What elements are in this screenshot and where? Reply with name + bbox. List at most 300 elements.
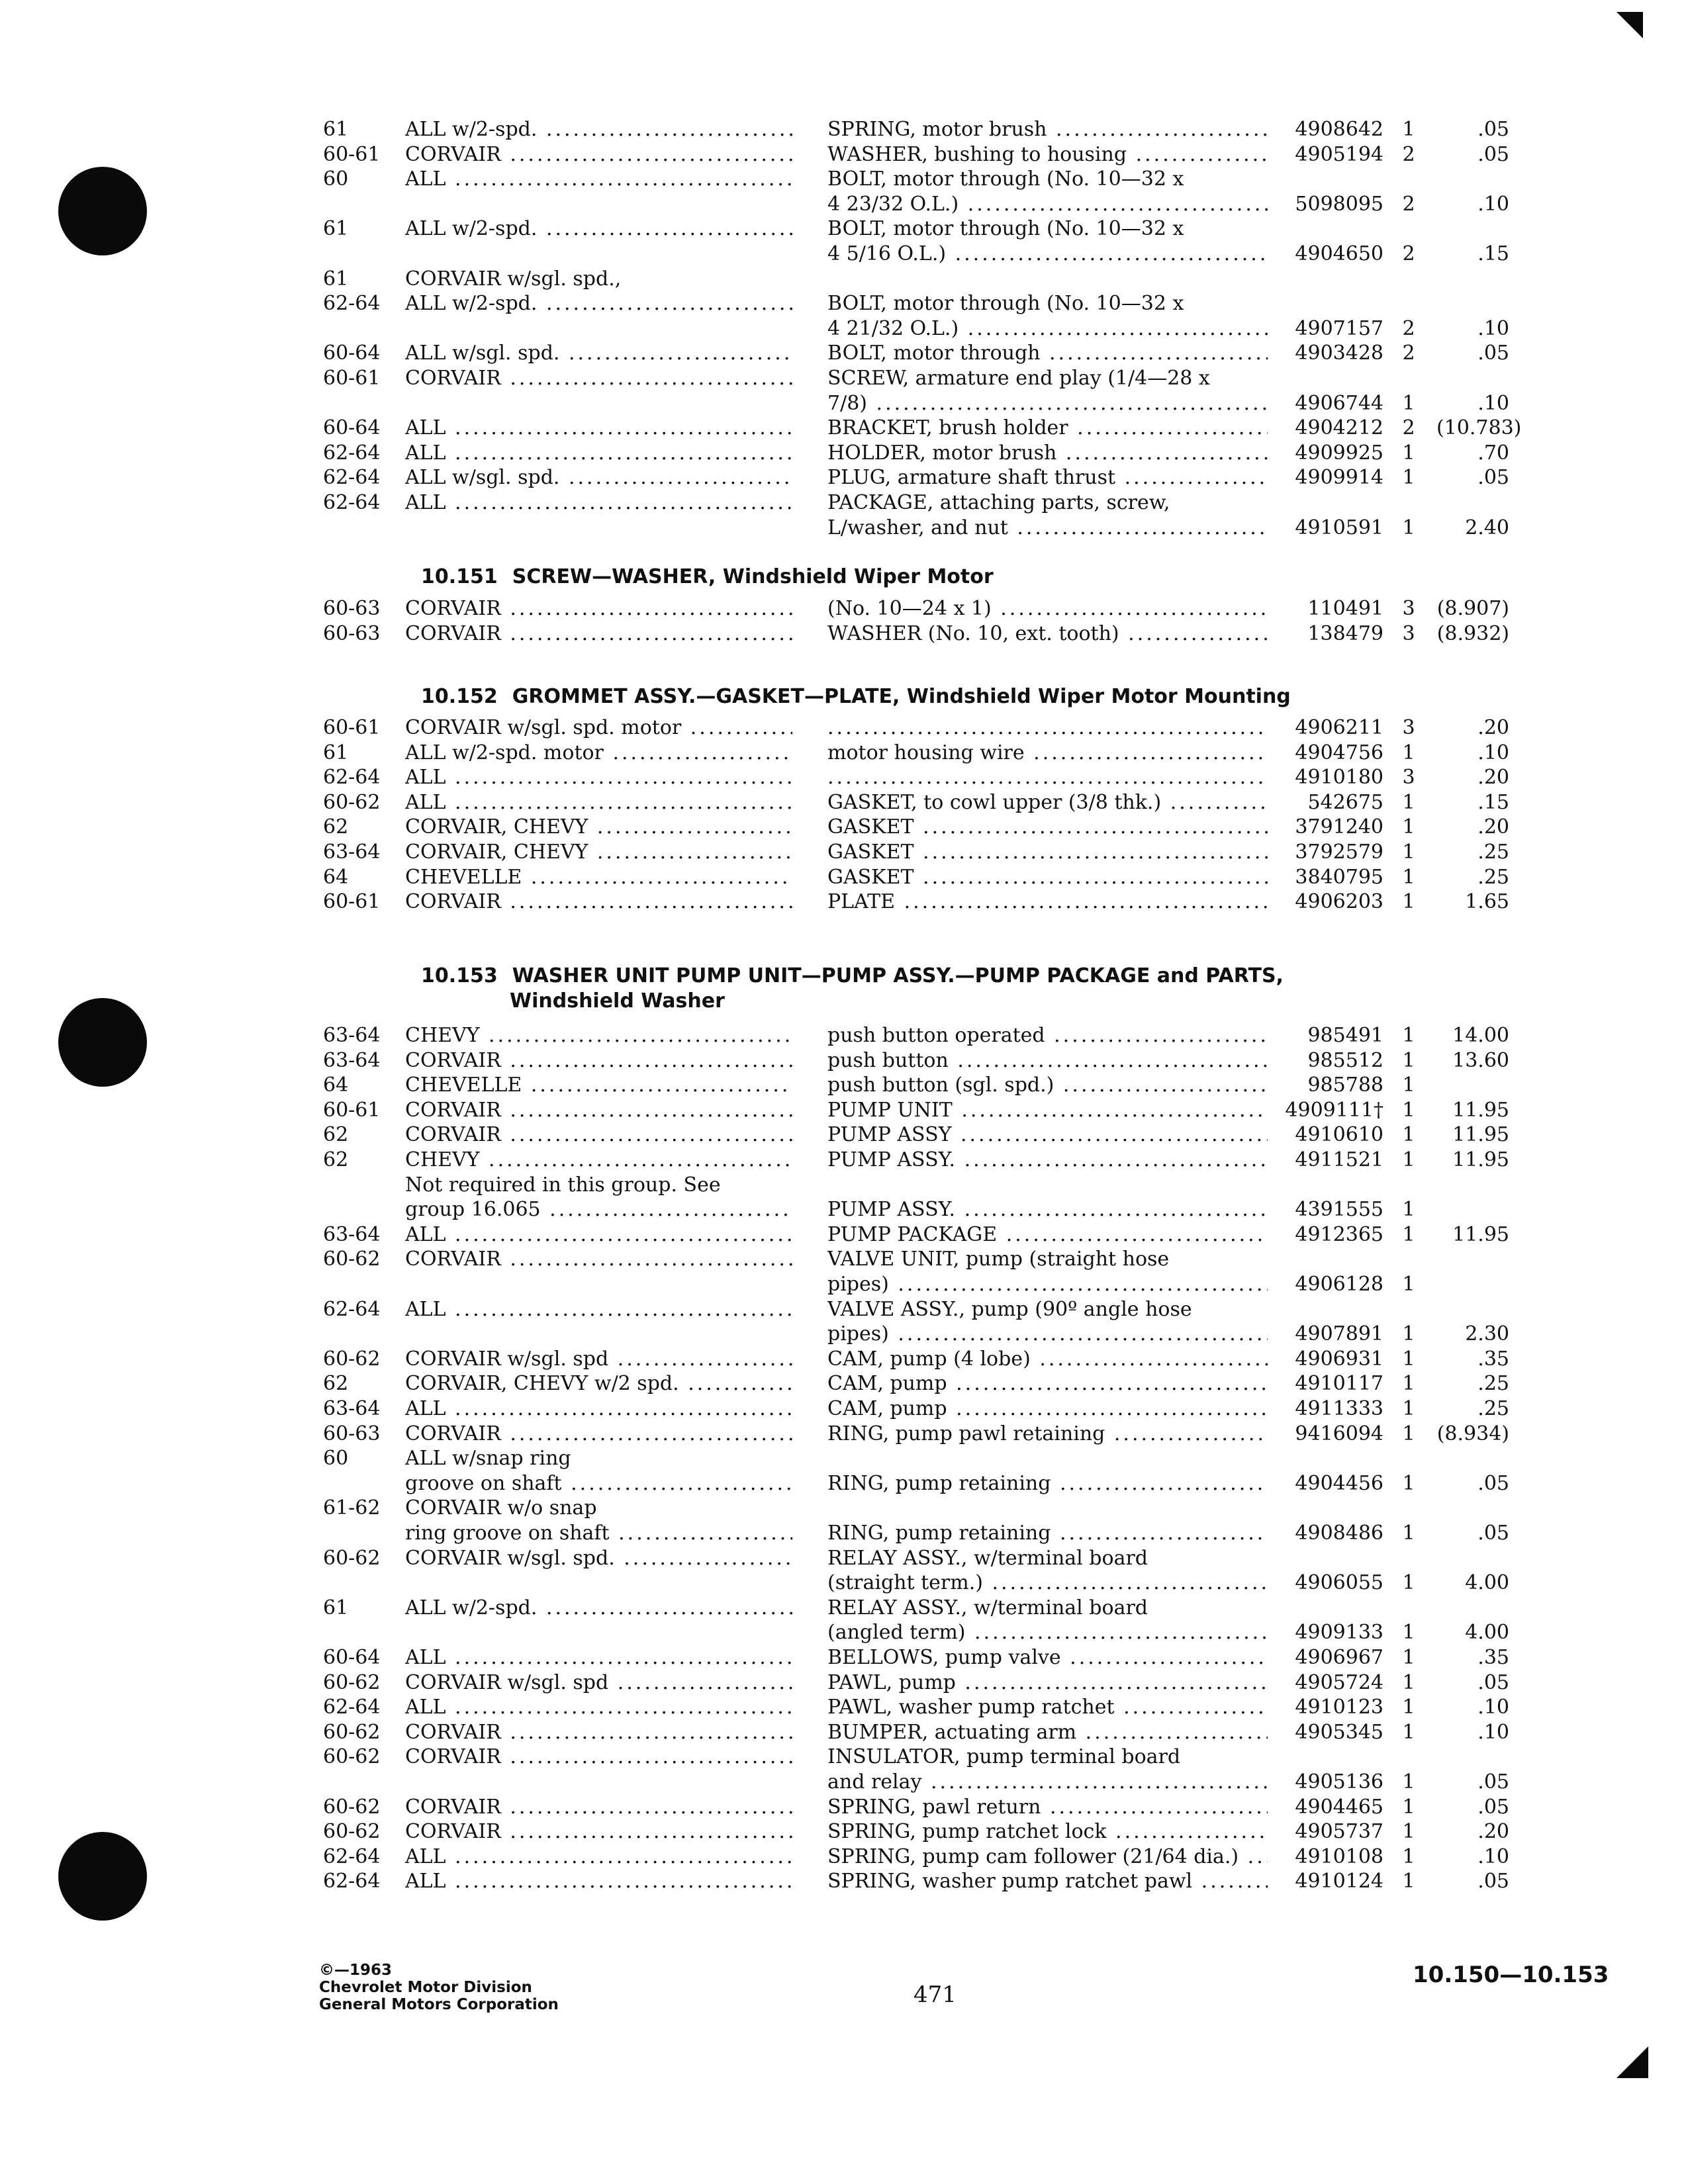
table-row xyxy=(0,465,1688,491)
description-cell: pipes) ..... xyxy=(827,1271,1268,1298)
table-row xyxy=(0,1197,1688,1223)
part-number-cell: 4904756 xyxy=(1295,741,1383,764)
part-number-cell: 985491 xyxy=(1307,1024,1383,1047)
quantity-cell: 1 xyxy=(1402,1522,1415,1545)
part-number-cell: 4908486 xyxy=(1295,1522,1383,1545)
year-cell: 60-63 xyxy=(323,1422,381,1445)
year-cell: 63-64 xyxy=(323,1048,381,1072)
model-cell: ALL ..... xyxy=(405,1868,792,1895)
quantity-cell: 1 xyxy=(1402,441,1415,465)
year-cell: 60 xyxy=(323,167,349,191)
table-row xyxy=(0,1471,1688,1497)
table-row xyxy=(0,1222,1688,1248)
year-cell: 60-62 xyxy=(323,1820,381,1844)
price-cell: .25 xyxy=(1477,841,1509,864)
quantity-cell: 1 xyxy=(1402,1795,1415,1819)
model-cell: ALL ..... xyxy=(405,1297,792,1323)
part-number-cell: 4910108 xyxy=(1295,1844,1383,1868)
model-cell: CORVAIR ..... xyxy=(405,1819,792,1845)
table-row xyxy=(0,515,1688,541)
year-cell: 60-62 xyxy=(323,790,381,814)
table-row xyxy=(0,166,1688,193)
year-cell: 62-64 xyxy=(323,766,381,790)
price-cell: .15 xyxy=(1477,790,1509,814)
table-row xyxy=(0,1819,1688,1845)
model-cell: CORVAIR ..... xyxy=(405,1744,792,1770)
price-cell: .05 xyxy=(1477,1770,1509,1794)
description-cell: BUMPER, actuating arm ..... xyxy=(827,1719,1268,1746)
table-row xyxy=(0,1271,1688,1298)
price-cell: 13.60 xyxy=(1452,1048,1509,1072)
description-cell: CAM, pump ..... xyxy=(827,1371,1268,1397)
description-cell: SPRING, pump ratchet lock ..... xyxy=(827,1819,1268,1845)
part-number-cell: 4907157 xyxy=(1295,316,1383,340)
part-number-cell: 4906055 xyxy=(1295,1571,1383,1595)
year-cell: 63-64 xyxy=(323,841,381,864)
year-cell: 62-64 xyxy=(323,1844,381,1868)
model-cell: CORVAIR ..... xyxy=(405,889,792,915)
table-row xyxy=(0,1844,1688,1870)
table-row xyxy=(0,1122,1688,1148)
part-number-cell: 4906203 xyxy=(1295,890,1383,914)
quantity-cell: 1 xyxy=(1402,1471,1415,1495)
part-number-cell: 4904456 xyxy=(1295,1471,1383,1495)
quantity-cell: 1 xyxy=(1402,391,1415,415)
section-range: 10.150—10.153 xyxy=(1413,1962,1609,1988)
price-cell: .25 xyxy=(1477,1397,1509,1420)
table-row xyxy=(0,715,1688,741)
part-number-cell: 4906744 xyxy=(1295,391,1383,415)
quantity-cell: 1 xyxy=(1402,1073,1415,1097)
quantity-cell: 1 xyxy=(1402,890,1415,914)
year-cell: 61 xyxy=(323,118,349,141)
section-number: 10.153 xyxy=(421,964,498,987)
corner-mark-top xyxy=(1617,12,1643,38)
section-number: 10.152 xyxy=(421,685,498,708)
section-title: GROMMET ASSY.—GASKET—PLATE, Windshield Wiper Motor Mounting xyxy=(512,685,1291,708)
part-number-cell: 110491 xyxy=(1307,597,1383,620)
part-number-cell: 4904212 xyxy=(1295,416,1383,440)
part-number-cell: 4905194 xyxy=(1295,142,1383,166)
table-row xyxy=(0,415,1688,441)
part-number-cell: 9416094 xyxy=(1295,1422,1383,1445)
copyright-line: ©—1963 xyxy=(319,1962,393,1979)
year-cell: 62-64 xyxy=(323,1297,381,1321)
table-row xyxy=(0,814,1688,841)
part-number-cell: 3792579 xyxy=(1295,841,1383,864)
section-subtitle: Windshield Washer xyxy=(510,989,725,1013)
year-cell: 63-64 xyxy=(323,1024,381,1047)
price-cell: (10.783) xyxy=(1436,416,1522,440)
part-number-cell: 4905724 xyxy=(1295,1670,1383,1694)
quantity-cell: 2 xyxy=(1402,416,1415,440)
quantity-cell: 2 xyxy=(1402,192,1415,216)
year-cell: 60-61 xyxy=(323,890,381,914)
price-cell: 4.00 xyxy=(1465,1621,1509,1645)
year-cell: 60-64 xyxy=(323,1646,381,1669)
year-cell: 62 xyxy=(323,1123,349,1147)
model-cell: CORVAIR ..... xyxy=(405,1421,792,1447)
quantity-cell: 2 xyxy=(1402,316,1415,340)
price-cell: .05 xyxy=(1477,1670,1509,1694)
price-cell: .20 xyxy=(1477,766,1509,790)
description-cell: PUMP ASSY. ..... xyxy=(827,1197,1268,1223)
section-heading xyxy=(421,564,994,590)
model-cell: groove on shaft ..... xyxy=(405,1471,792,1497)
quantity-cell: 1 xyxy=(1402,1198,1415,1222)
model-cell: ALL w/2-spd. ..... xyxy=(405,216,792,242)
price-cell: .20 xyxy=(1477,1820,1509,1844)
year-cell: 62 xyxy=(323,1372,349,1396)
year-cell: 60-62 xyxy=(323,1347,381,1371)
price-cell: .05 xyxy=(1477,142,1509,166)
model-cell: ALL ..... xyxy=(405,1844,792,1870)
model-cell: ALL w/sgl. spd. ..... xyxy=(405,465,792,491)
quantity-cell: 3 xyxy=(1402,621,1415,645)
description-cell: BOLT, motor through ..... xyxy=(827,340,1268,367)
page-number: 471 xyxy=(914,1981,957,2008)
year-cell: 62-64 xyxy=(323,491,381,514)
table-row xyxy=(0,316,1688,342)
description-cell: PAWL, pump ..... xyxy=(827,1670,1268,1696)
year-cell: 62-64 xyxy=(323,441,381,465)
description-cell: (angled term) ..... xyxy=(827,1619,1268,1646)
model-cell: CHEVY ..... xyxy=(405,1023,792,1049)
description-cell: GASKET ..... xyxy=(827,864,1268,891)
description-cell: PUMP PACKAGE ..... xyxy=(827,1222,1268,1248)
year-cell: 60-63 xyxy=(323,621,381,645)
description-cell: RING, pump retaining ..... xyxy=(827,1471,1268,1497)
table-row xyxy=(0,440,1688,467)
description-cell: push button ..... xyxy=(827,1048,1268,1074)
quantity-cell: 1 xyxy=(1402,1844,1415,1868)
table-row xyxy=(0,596,1688,622)
year-cell: 60-62 xyxy=(323,1745,381,1769)
price-cell: 11.95 xyxy=(1452,1148,1509,1171)
description-cell: PUMP ASSY. ..... xyxy=(827,1147,1268,1173)
table-row xyxy=(0,1645,1688,1671)
description-cell: VALVE UNIT, pump (straight hose xyxy=(827,1248,1170,1271)
quantity-cell: 1 xyxy=(1402,1397,1415,1420)
model-cell: ALL w/sgl. spd. ..... xyxy=(405,340,792,367)
part-number-cell: 4910123 xyxy=(1295,1696,1383,1719)
part-number-cell: 4909925 xyxy=(1295,441,1383,465)
description-cell: CAM, pump (4 lobe) ..... xyxy=(827,1346,1268,1373)
model-cell: CORVAIR ..... xyxy=(405,1097,792,1124)
price-cell: 2.30 xyxy=(1465,1322,1509,1346)
quantity-cell: 2 xyxy=(1402,242,1415,265)
table-row xyxy=(0,1595,1688,1621)
section-number: 10.151 xyxy=(421,565,498,588)
year-cell: 60-62 xyxy=(323,1720,381,1744)
table-row xyxy=(0,1371,1688,1397)
quantity-cell: 1 xyxy=(1402,1870,1415,1893)
model-cell: CHEVY ..... xyxy=(405,1147,792,1173)
copyright-line: Chevrolet Motor Division xyxy=(319,1979,532,1996)
quantity-cell: 1 xyxy=(1402,1571,1415,1595)
price-cell: .20 xyxy=(1477,815,1509,839)
price-cell: .10 xyxy=(1477,1696,1509,1719)
model-cell: CORVAIR ..... xyxy=(405,621,792,647)
model-cell: ALL w/2-spd. ..... xyxy=(405,116,792,143)
description-cell: VALVE ASSY., pump (90º angle hose xyxy=(827,1297,1192,1321)
year-cell: 60-61 xyxy=(323,142,381,166)
price-cell: .10 xyxy=(1477,1720,1509,1744)
table-row xyxy=(0,365,1688,392)
price-cell: 2.40 xyxy=(1465,516,1509,539)
section-heading xyxy=(421,684,1291,710)
quantity-cell: 1 xyxy=(1402,1148,1415,1171)
description-cell: BRACKET, brush holder ..... xyxy=(827,415,1268,441)
model-cell: CORVAIR w/sgl. spd ..... xyxy=(405,1670,792,1696)
price-cell: .35 xyxy=(1477,1646,1509,1669)
model-cell: CORVAIR, CHEVY w/2 spd. ..... xyxy=(405,1371,792,1397)
description-cell: PLUG, armature shaft thrust ..... xyxy=(827,465,1268,491)
table-row xyxy=(0,1048,1688,1074)
quantity-cell: 1 xyxy=(1402,1422,1415,1445)
description-cell: GASKET, to cowl upper (3/8 thk.) ..... xyxy=(827,790,1268,816)
part-number-cell: 4391555 xyxy=(1295,1198,1383,1222)
table-row xyxy=(0,1868,1688,1895)
table-row xyxy=(0,1023,1688,1049)
model-cell: ALL w/2-spd. motor ..... xyxy=(405,740,792,766)
table-row xyxy=(0,764,1688,791)
quantity-cell: 1 xyxy=(1402,1322,1415,1346)
section-heading xyxy=(421,963,1284,989)
year-cell: 62 xyxy=(323,815,349,839)
table-row xyxy=(0,1694,1688,1721)
model-cell: ALL ..... xyxy=(405,1694,792,1721)
model-cell: CORVAIR ..... xyxy=(405,1048,792,1074)
description-cell xyxy=(827,715,1268,741)
table-row xyxy=(0,1670,1688,1696)
part-number-cell: 4911521 xyxy=(1295,1148,1383,1171)
model-cell: ALL ..... xyxy=(405,1645,792,1671)
quantity-cell: 1 xyxy=(1402,1347,1415,1371)
quantity-cell: 1 xyxy=(1402,516,1415,539)
quantity-cell: 1 xyxy=(1402,790,1415,814)
table-row xyxy=(0,1147,1688,1173)
model-cell: CORVAIR w/sgl. spd. motor ..... xyxy=(405,715,792,741)
description-cell: PUMP ASSY ..... xyxy=(827,1122,1268,1148)
copyright-block xyxy=(319,1962,559,2013)
table-row xyxy=(0,740,1688,766)
table-row xyxy=(0,390,1688,417)
price-cell: .25 xyxy=(1477,865,1509,889)
price-cell: .10 xyxy=(1477,391,1509,415)
model-cell: ALL ..... xyxy=(405,415,792,441)
year-cell: 61 xyxy=(323,741,349,764)
quantity-cell: 1 xyxy=(1402,1123,1415,1147)
model-cell: CORVAIR w/sgl. spd. ..... xyxy=(405,1545,792,1572)
year-cell: 60-62 xyxy=(323,1248,381,1271)
table-row xyxy=(0,266,1688,293)
description-cell: CAM, pump ..... xyxy=(827,1396,1268,1422)
description-cell: (No. 10—24 x 1) ..... xyxy=(827,596,1268,622)
price-cell: 1.65 xyxy=(1465,890,1509,914)
part-number-cell: 3791240 xyxy=(1295,815,1383,839)
year-cell: 60-62 xyxy=(323,1670,381,1694)
description-cell: 4 5/16 O.L.) ..... xyxy=(827,241,1268,267)
table-row xyxy=(0,839,1688,866)
quantity-cell: 1 xyxy=(1402,1696,1415,1719)
quantity-cell: 1 xyxy=(1402,1372,1415,1396)
table-row xyxy=(0,1321,1688,1347)
copyright-line: General Motors Corporation xyxy=(319,1996,559,2013)
description-cell: PLATE ..... xyxy=(827,889,1268,915)
description-cell: and relay ..... xyxy=(827,1769,1268,1796)
year-cell: 60-61 xyxy=(323,1098,381,1122)
quantity-cell: 3 xyxy=(1402,597,1415,620)
table-row xyxy=(0,1495,1688,1522)
year-cell: 62-64 xyxy=(323,292,381,316)
model-cell: CORVAIR ..... xyxy=(405,142,792,168)
description-cell: SCREW, armature end play (1/4—28 x xyxy=(827,367,1210,390)
part-number-cell: 4909133 xyxy=(1295,1621,1383,1645)
year-cell: 60-64 xyxy=(323,416,381,440)
part-number-cell: 4910124 xyxy=(1295,1870,1383,1893)
corner-mark-bottom xyxy=(1617,2046,1648,2078)
description-cell: BOLT, motor through (No. 10—32 x xyxy=(827,217,1184,241)
quantity-cell: 3 xyxy=(1402,766,1415,790)
table-row xyxy=(0,864,1688,891)
part-number-cell: 4906931 xyxy=(1295,1347,1383,1371)
part-number-cell: 4906967 xyxy=(1295,1646,1383,1669)
table-row xyxy=(0,1794,1688,1821)
description-cell: RING, pump pawl retaining ..... xyxy=(827,1421,1268,1447)
price-cell: .05 xyxy=(1477,1795,1509,1819)
price-cell: .25 xyxy=(1477,1372,1509,1396)
description-cell: WASHER, bushing to housing ..... xyxy=(827,142,1268,168)
model-cell: CORVAIR w/sgl. spd., xyxy=(405,267,622,291)
table-row xyxy=(0,889,1688,915)
table-row xyxy=(0,1545,1688,1572)
description-cell: RING, pump retaining ..... xyxy=(827,1520,1268,1547)
table-row xyxy=(0,1297,1688,1323)
part-number-cell: 4906128 xyxy=(1295,1273,1383,1296)
quantity-cell: 1 xyxy=(1402,1222,1415,1246)
model-cell: ALL ..... xyxy=(405,440,792,467)
part-number-cell: 4911333 xyxy=(1295,1397,1383,1420)
table-row xyxy=(0,1570,1688,1596)
part-number-cell: 4905737 xyxy=(1295,1820,1383,1844)
table-row xyxy=(0,191,1688,218)
model-cell: ALL ..... xyxy=(405,1222,792,1248)
description-cell: SPRING, washer pump ratchet pawl ..... xyxy=(827,1868,1268,1895)
description-cell: SPRING, pump cam follower (21/64 dia.) ..... xyxy=(827,1844,1268,1870)
section-title: WASHER UNIT PUMP UNIT—PUMP ASSY.—PUMP PACKAGE and PARTS, xyxy=(512,964,1284,987)
year-cell: 60-62 xyxy=(323,1546,381,1570)
quantity-cell: 1 xyxy=(1402,1621,1415,1645)
year-cell: 60-61 xyxy=(323,367,381,390)
year-cell: 62-64 xyxy=(323,1870,381,1893)
model-cell: ALL w/snap ring xyxy=(405,1447,571,1471)
description-cell: BELLOWS, pump valve ..... xyxy=(827,1645,1268,1671)
part-number-cell: 5098095 xyxy=(1295,192,1383,216)
price-cell: .10 xyxy=(1477,316,1509,340)
year-cell: 61 xyxy=(323,267,349,291)
part-number-cell: 4903428 xyxy=(1295,341,1383,365)
quantity-cell: 1 xyxy=(1402,1273,1415,1296)
price-cell: .20 xyxy=(1477,716,1509,739)
price-cell: .05 xyxy=(1477,1870,1509,1893)
table-row xyxy=(0,1619,1688,1646)
description-cell: PAWL, washer pump ratchet ..... xyxy=(827,1694,1268,1721)
description-cell: pipes) ..... xyxy=(827,1321,1268,1347)
model-cell: CORVAIR w/o snap xyxy=(405,1496,597,1520)
table-row xyxy=(0,291,1688,317)
part-number-cell: 985512 xyxy=(1307,1048,1383,1072)
model-cell: CORVAIR ..... xyxy=(405,365,792,392)
part-number-cell: 4910117 xyxy=(1295,1372,1383,1396)
quantity-cell: 1 xyxy=(1402,1720,1415,1744)
table-row xyxy=(0,142,1688,168)
price-cell: .15 xyxy=(1477,242,1509,265)
description-cell: HOLDER, motor brush ..... xyxy=(827,440,1268,467)
model-cell: CHEVELLE ..... xyxy=(405,864,792,891)
table-row xyxy=(0,1346,1688,1373)
table-row xyxy=(0,790,1688,816)
description-cell xyxy=(827,764,1268,791)
description-cell: BOLT, motor through (No. 10—32 x xyxy=(827,292,1184,316)
table-row xyxy=(0,216,1688,242)
table-row xyxy=(0,241,1688,267)
year-cell: 60-62 xyxy=(323,1795,381,1819)
quantity-cell: 1 xyxy=(1402,1024,1415,1047)
year-cell: 60-64 xyxy=(323,341,381,365)
part-number-cell: 4909111† xyxy=(1285,1098,1383,1122)
year-cell: 64 xyxy=(323,1073,349,1097)
year-cell: 61 xyxy=(323,1596,349,1619)
quantity-cell: 1 xyxy=(1402,466,1415,490)
description-cell: L/washer, and nut ..... xyxy=(827,515,1268,541)
quantity-cell: 1 xyxy=(1402,865,1415,889)
model-cell: group 16.065 ..... xyxy=(405,1197,792,1223)
description-cell: PACKAGE, attaching parts, screw, xyxy=(827,491,1170,514)
quantity-cell: 3 xyxy=(1402,716,1415,739)
year-cell: 63-64 xyxy=(323,1222,381,1246)
model-cell: CORVAIR, CHEVY ..... xyxy=(405,839,792,866)
table-row xyxy=(0,1246,1688,1273)
model-cell: ALL ..... xyxy=(405,166,792,193)
year-cell: 61-62 xyxy=(323,1496,381,1520)
year-cell: 62 xyxy=(323,1148,349,1171)
price-cell: .05 xyxy=(1477,1471,1509,1495)
price-cell: 11.95 xyxy=(1452,1222,1509,1246)
description-cell: RELAY ASSY., w/terminal board xyxy=(827,1546,1148,1570)
table-row xyxy=(0,1520,1688,1547)
price-cell: .05 xyxy=(1477,1522,1509,1545)
price-cell: .05 xyxy=(1477,466,1509,490)
description-cell: push button operated ..... xyxy=(827,1023,1268,1049)
description-cell: SPRING, pawl return ..... xyxy=(827,1794,1268,1821)
year-cell: 63-64 xyxy=(323,1397,381,1420)
model-cell: ALL w/2-spd. ..... xyxy=(405,291,792,317)
price-cell: .10 xyxy=(1477,192,1509,216)
model-cell: CORVAIR ..... xyxy=(405,1719,792,1746)
part-number-cell: 138479 xyxy=(1307,621,1383,645)
price-cell: .35 xyxy=(1477,1347,1509,1371)
table-row xyxy=(0,1769,1688,1796)
table-row xyxy=(0,1172,1688,1199)
price-cell: .70 xyxy=(1477,441,1509,465)
part-number-cell: 4905136 xyxy=(1295,1770,1383,1794)
description-cell: WASHER (No. 10, ext. tooth) ..... xyxy=(827,621,1268,647)
price-cell: (8.934) xyxy=(1436,1422,1509,1445)
year-cell: 61 xyxy=(323,217,349,241)
year-cell: 60-63 xyxy=(323,597,381,620)
model-cell: CORVAIR w/sgl. spd ..... xyxy=(405,1346,792,1373)
